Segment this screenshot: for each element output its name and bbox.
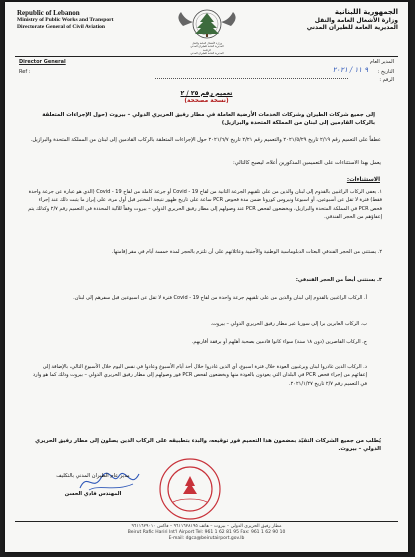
emblem-caption bbox=[165, 42, 249, 56]
letterhead-en-line-2: Ministry of Public Works and Transport bbox=[17, 17, 114, 23]
circular-title: تعميم رقم ٢٥ / ٢ bbox=[180, 90, 233, 97]
date-label: التاريخ : bbox=[377, 69, 394, 75]
exception-subitem-b: ب. الركاب العابرين برا إلى سوريا عبر مطار رفيق الحريري الدولي – بيروت. bbox=[210, 321, 367, 327]
header-rule bbox=[15, 56, 398, 57]
sender-label-en: Director General bbox=[19, 59, 66, 65]
date-value: ٩ ١١ / ٢٠٢١ bbox=[332, 66, 368, 74]
intro-paragraph: عطفاً على التعميم رقم ٢/١٩ تاريخ ٢٠٢١/٥/٢٩ والتعميم رقم ٢/٢١ تاريخ ٢٠٢١/٦/٧ حول الإجراءات المتعلقة بالركاب القادمين إلى لبنان من المملكة المتحدة والبرازيل. bbox=[30, 137, 381, 143]
emblem-caption-line-2: المديرية العامة للطيران المدني bbox=[190, 45, 224, 49]
exception-subitem-c: ج. الركاب القاصرين (دون ١٨ سنة) سواء كانوا قادمين بصحبة أهلهم أو برفقة أقاربهم. bbox=[191, 339, 367, 345]
ref-label: Ref : bbox=[19, 69, 31, 75]
footer-rule bbox=[15, 521, 398, 522]
footer bbox=[5, 524, 408, 542]
correction-note: (نسخة مصححة) bbox=[184, 98, 229, 104]
exception-item-3: ٣. يستثنى أيضاً من الحجر الفندقي: bbox=[295, 277, 382, 283]
circular-subject: إلى جميع شركات الطيران وشركات الخدمات الأرضية العاملة في مطار رفيق الحريري الدولي – بيروت (حول الإجراءات المتعلقة بالركاب القادمين إلى لبنان من المملكة المتحدة والبرازيل) bbox=[42, 112, 375, 127]
emblem-caption-line-4: المديرية العامة للطيران المدني bbox=[190, 52, 224, 56]
exception-subitem-d: د. الركاب الذين غادروا لبنان ويرغبون العودة خلال فترة اسبوع، أي الذين غادروا خلال أحد أيام الأسبوع وعادوا في نفس اليوم خلال الأسبوع التالي، بالإضافة إلى إعفائهم من إجراء فحص PCR في البلدان التي يعودون بالعودة منها ويخضعون لفحص PCR فور وصولهم إلى مطار رفيق الحريري الدولي – بيروت وذلك كما هو وارد في التعميم رقم ٢/٧ تاريخ ٢٠٢١/١/٢٧. bbox=[32, 364, 367, 387]
annulment-paragraph: يعمل بهذا الاستثناءات على التعميمين المذكورين أعلاه، ليصبح كالتالي: bbox=[233, 160, 381, 166]
letterhead-ar-line-3: المديرية العامة للطيران المدني bbox=[306, 24, 398, 32]
arabic-letterhead bbox=[263, 9, 398, 32]
english-letterhead bbox=[17, 10, 167, 31]
number-label: الرقم : bbox=[379, 77, 394, 83]
emblem-caption-line-3: الرئاسة bbox=[202, 48, 212, 52]
official-stamp-icon bbox=[155, 454, 225, 524]
signatory-name: المهندس فادي الحسن bbox=[64, 491, 122, 497]
letterhead-en-line-1: Republic of Lebanon bbox=[17, 9, 80, 17]
footer-email: E-mail: dgca@beirutairport.gov.lb bbox=[168, 536, 245, 541]
letterhead-en-line-3: Directorate General of Civil Aviation bbox=[17, 24, 106, 30]
exception-subitem-a: أ. الركاب الراغبين بالقدوم إلى لبنان والذين من على تلقيهم جرعة واحدة من لقاح Covid - 19 فترة لا تقل عن اسبوعين قبل سفرهم إلى لبنان. bbox=[73, 295, 367, 301]
sender-label-ar: المدير العام bbox=[369, 59, 394, 65]
emblem-caption-line-1: وزارة الأشغال العامة والنقل bbox=[192, 42, 222, 45]
exception-item-2: ٢. يستثنى من الحجر الفندقي البعثات الدبلوماسية الوطنية والأجنبية وعائلاتهم على أن تلتزم بالحجر لمدة خمسة أيام في مقر إقامتها. bbox=[111, 249, 382, 255]
letterhead-ar-line-1: الجمهورية اللبنانية bbox=[334, 8, 398, 16]
document-page bbox=[5, 2, 408, 552]
exceptions-heading: الاستثناءات: bbox=[346, 177, 380, 183]
letterhead-ar-line-2: وزارة الأشغال العامة والنقل bbox=[314, 16, 398, 24]
number-dotted-line bbox=[155, 78, 348, 79]
footer-english: Beirut Rafic Hariri Int'l Airport Tel: 961 1 62 81 95 Fax: 961 1 62 90 10 bbox=[127, 530, 286, 535]
closing-instruction: يُطلب من جميع الشركات التقيّد بمضمون هذا التعميم فور توقيعه، والبدء بتطبيقه على الركاب الذين يصلون إلى مطار رفيق الحريري الدولي – بيروت. bbox=[35, 438, 381, 453]
exception-item-1: ١. يعفى الركاب الراغبين بالقدوم إلى لبنان والذين من على تلقيهم الجرعة الثانية من لقاح Covid - 19 أو جرعة كاملة من لقاح Covid - 19 (الذي هو عبارة عن جرعة واحدة فقط) فترة لا تقل عن أسبوعين، أو اسبوعا ونيروس كورونا ضمن مدة فحوص PCR ساعة على تاريخ ظهور نتيجة المختبر قبل أول مرة، على إبراز ما يثبت ذلك عند إجراء فحص PCR في المملكة المتحدة والبرازيل، ويخضعون لفحص PCR عند وصولهم إلى مطار رفيق الحريري الدولي – بيروت وفقاً للآلية المحددة في التعميم رقم ٢/٧ وكذلك يتم إعفاؤهم من الحجر الفندقي. bbox=[28, 189, 382, 221]
footer-arabic: مطار رفيق الحريري الدولي – بيروت – هاتف ٩٦١١٦٢٨١٩٥ – فاكس ٩٦١١٦٢٩٠١٠ bbox=[131, 524, 282, 529]
signatory-role: مدير عام الطيران المدني بالتكليف bbox=[56, 473, 130, 479]
